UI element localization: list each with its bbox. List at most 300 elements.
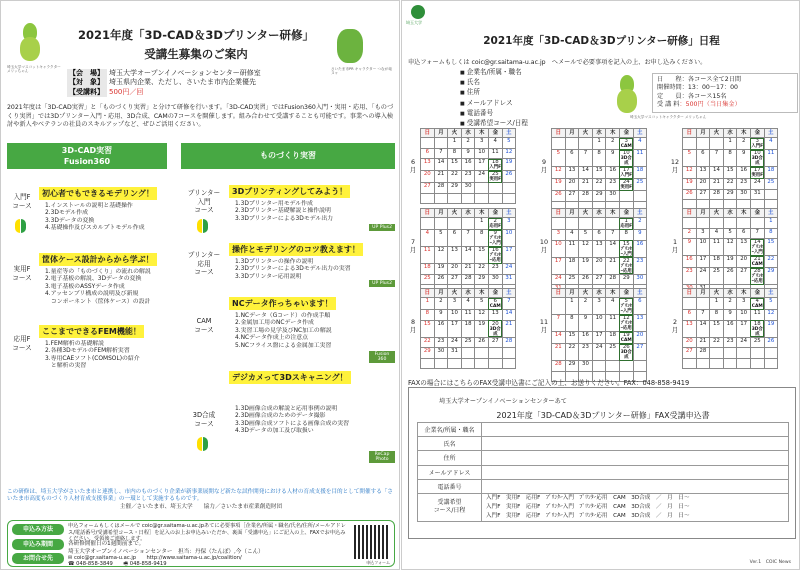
calendar-day bbox=[633, 230, 647, 241]
list-item: 2.各種3DモデルのFEM解析実習 bbox=[45, 348, 130, 355]
footer-contact-phone: ☎ 048-858-3849 🖷 048-858-9419 bbox=[68, 561, 167, 567]
calendar-day bbox=[723, 138, 737, 150]
calendar-day bbox=[448, 320, 462, 337]
calendar-day bbox=[488, 264, 502, 275]
day-number: 13 bbox=[595, 240, 603, 247]
footer-label-method: 申込み方法 bbox=[12, 524, 64, 535]
month-label: 8 月 bbox=[409, 318, 417, 334]
day-number: 6 bbox=[570, 150, 574, 156]
empty-day bbox=[421, 193, 435, 204]
day-number: 19 bbox=[622, 332, 630, 338]
calendar-day bbox=[421, 298, 435, 310]
empty-day bbox=[565, 138, 579, 150]
calendar-day bbox=[488, 138, 502, 149]
empty-day bbox=[723, 348, 737, 359]
calendar-day bbox=[710, 150, 724, 167]
calendar-day bbox=[696, 348, 710, 359]
day-number: 13 bbox=[636, 315, 644, 321]
calendar-day bbox=[737, 239, 751, 256]
day-number: 5 bbox=[728, 228, 732, 235]
calendar-day bbox=[683, 179, 697, 190]
day-number: 6 bbox=[741, 228, 746, 235]
day-number: 8 bbox=[728, 150, 732, 156]
calendar-day bbox=[565, 361, 579, 372]
calendar-day bbox=[488, 159, 502, 171]
calendar-day bbox=[448, 230, 462, 247]
fax-field-email[interactable] bbox=[482, 465, 789, 479]
day-number: 23 bbox=[636, 257, 644, 264]
fax-field-address[interactable] bbox=[482, 451, 789, 465]
day-number: 26 bbox=[582, 274, 589, 281]
day-number: 9 bbox=[638, 230, 642, 236]
weekday-header: 木 bbox=[475, 129, 489, 138]
day-number: 21 bbox=[505, 320, 513, 327]
day-number: 3 bbox=[479, 138, 484, 144]
day-number: 7 bbox=[701, 310, 705, 316]
day-number: 24 bbox=[595, 344, 603, 350]
list-item: 4.3Dデータの加工及び取扱い bbox=[235, 428, 314, 435]
day-number: 9 bbox=[741, 150, 746, 156]
day-number: 30 bbox=[609, 191, 617, 197]
calendar-day bbox=[737, 179, 751, 190]
empty-day bbox=[461, 218, 475, 230]
empty-day bbox=[592, 218, 606, 230]
day-number: 25 bbox=[767, 179, 775, 185]
calendar-day bbox=[461, 148, 475, 159]
weekday-header: 月 bbox=[565, 289, 579, 298]
course-practical-f bbox=[39, 247, 175, 317]
calendar-day bbox=[475, 218, 489, 230]
calendar-day bbox=[475, 274, 489, 285]
logo-text: 埼玉大学 bbox=[406, 20, 422, 25]
day-number: 10 bbox=[699, 239, 707, 246]
calendar-day bbox=[421, 348, 435, 359]
calendar-day bbox=[461, 230, 475, 247]
table-row bbox=[418, 493, 789, 521]
weekday-header: 木 bbox=[475, 209, 489, 218]
empty-day bbox=[737, 358, 751, 369]
day-number: 21 bbox=[554, 344, 562, 350]
day-number: 25 bbox=[636, 179, 644, 185]
day-number: 7 bbox=[583, 150, 588, 156]
day-number: 14 bbox=[437, 159, 445, 166]
day-number: 19 bbox=[505, 159, 513, 166]
month-label: 11 月 bbox=[539, 318, 549, 334]
weekday-header: 土 bbox=[764, 129, 778, 138]
day-number: 5 bbox=[507, 138, 511, 144]
fax-course-line: 入門F 実用F 応用F ﾌﾟﾘﾝﾀｰ入門 ﾌﾟﾘﾝﾀｰ応用 CAM 3D合成 ／ 月 日～ bbox=[486, 494, 690, 501]
weekday-header: 木 bbox=[737, 209, 751, 218]
day-number: 1 bbox=[452, 138, 457, 144]
summary-time: ：13：00～17：00 bbox=[681, 84, 738, 92]
day-number: 25 bbox=[464, 337, 472, 344]
course-event: CAM bbox=[620, 338, 632, 343]
day-number: 4 bbox=[493, 138, 497, 144]
course-event: ﾌﾟﾘﾝﾀｰ入門 bbox=[620, 304, 632, 314]
weekday-header: 水 bbox=[592, 129, 606, 138]
day-number: 10 bbox=[753, 150, 761, 156]
calendar-day bbox=[448, 183, 462, 194]
calendar-day bbox=[579, 361, 593, 372]
calendar-day bbox=[592, 257, 606, 274]
list-item: 2.3D画像合成のためのデータ撮影 bbox=[235, 413, 326, 420]
mono-section-title: ものづくり実習 bbox=[260, 151, 316, 160]
day-number: 23 bbox=[740, 179, 748, 185]
fax-field-label: 受講希望 コース/日程 bbox=[418, 493, 482, 521]
calendar-day bbox=[579, 179, 593, 191]
calendar-day bbox=[606, 138, 620, 150]
course-label-3d-synthesis: 3D合成 コース bbox=[192, 411, 216, 428]
calendar-day bbox=[696, 337, 710, 348]
calendar-day bbox=[696, 228, 710, 239]
footer-contact-email-url[interactable]: ✉ coic@gr.saitama-u.ac.jp http://www.saitama-u.ac.jp/coalition/ bbox=[68, 555, 242, 561]
list-item: ■ 電話番号 bbox=[460, 109, 528, 119]
calendar-day bbox=[502, 171, 516, 183]
calendar-day bbox=[737, 310, 751, 321]
day-number: 11 bbox=[636, 150, 644, 156]
day-number: 24 bbox=[478, 171, 486, 178]
calendar-day bbox=[750, 150, 764, 167]
calendar-day bbox=[606, 179, 620, 191]
calendar-day bbox=[696, 268, 710, 285]
calendar-day bbox=[764, 218, 778, 229]
day-number: 24 bbox=[505, 264, 513, 270]
day-number: 24 bbox=[753, 179, 761, 185]
list-item: 1.インストールの説明と基礎操作 bbox=[45, 203, 133, 209]
day-number: 25 bbox=[568, 274, 576, 281]
list-item: 1.NCデータ（Gコード）の作成手順 bbox=[235, 313, 331, 319]
qr-code-icon[interactable] bbox=[354, 525, 388, 559]
calendar-day bbox=[565, 179, 579, 191]
day-number: 12 bbox=[622, 315, 630, 321]
course-printer-intro-title: 3Dプリンティングしてみよう！ bbox=[229, 185, 350, 198]
empty-day bbox=[421, 218, 435, 230]
day-number: 2 bbox=[466, 138, 470, 144]
beginner-mark-icon bbox=[197, 437, 208, 451]
empty-day bbox=[633, 191, 647, 202]
day-number: 22 bbox=[451, 171, 458, 178]
empty-day bbox=[434, 193, 448, 204]
calendar-day bbox=[750, 310, 764, 321]
day-number: 9 bbox=[687, 239, 692, 246]
course-3d-synthesis-items bbox=[229, 406, 395, 436]
fax-field-name[interactable] bbox=[482, 437, 789, 451]
fax-field-company[interactable] bbox=[482, 423, 789, 437]
day-number: 29 bbox=[451, 183, 458, 190]
calendar-day bbox=[565, 298, 579, 315]
calendar-day bbox=[764, 179, 778, 190]
empty-day bbox=[764, 189, 778, 200]
day-number: 22 bbox=[568, 344, 576, 350]
list-item: ■ メールアドレス bbox=[460, 99, 528, 109]
weekday-header: 木 bbox=[475, 289, 489, 298]
day-number: 8 bbox=[597, 150, 601, 156]
day-number: 16 bbox=[740, 167, 748, 173]
empty-day bbox=[710, 218, 724, 229]
weekday-header: 金 bbox=[619, 129, 633, 138]
month-label: 9 月 bbox=[540, 158, 548, 174]
day-number: 8 bbox=[425, 310, 430, 316]
day-number: 23 bbox=[726, 337, 734, 344]
calendar-day bbox=[723, 150, 737, 167]
empty-day bbox=[488, 348, 502, 359]
day-number: 2 bbox=[493, 218, 497, 224]
calendar-day bbox=[565, 332, 579, 344]
day-number: 14 bbox=[699, 320, 707, 327]
footer-period-text: 各研修開催日の1週間前まで。 bbox=[68, 541, 145, 547]
calendar-day bbox=[552, 191, 566, 202]
weekday-header: 月 bbox=[434, 129, 448, 138]
weekday-header: 水 bbox=[461, 129, 475, 138]
calendar-day bbox=[488, 230, 502, 247]
day-number: 28 bbox=[464, 274, 472, 281]
weekday-header: 木 bbox=[606, 209, 620, 218]
day-number: 22 bbox=[622, 257, 630, 264]
calendar-day bbox=[461, 298, 475, 310]
course-event: 3D合成 bbox=[620, 156, 632, 166]
day-number: 14 bbox=[713, 167, 720, 173]
day-number: 12 bbox=[767, 310, 775, 316]
weekday-header: 木 bbox=[606, 289, 620, 298]
schedule-apply-instructions: 申込フォームもしくは coic@gr.saitama-u.ac.jp へメールで必要事項を記入の上、お申し込みください。 bbox=[408, 59, 707, 66]
day-number: 30 bbox=[464, 183, 472, 190]
calendar-day bbox=[737, 138, 751, 150]
calendar-day bbox=[696, 179, 710, 190]
day-number: 11 bbox=[568, 240, 576, 247]
fax-field-label: メールアドレス bbox=[418, 465, 482, 479]
day-number: 18 bbox=[636, 167, 644, 173]
day-number: 20 bbox=[423, 171, 431, 178]
day-number: 28 bbox=[554, 361, 562, 367]
day-number: 19 bbox=[726, 256, 734, 263]
day-number: 12 bbox=[478, 310, 486, 316]
day-number: 16 bbox=[726, 320, 734, 327]
day-number: 18 bbox=[464, 320, 472, 327]
day-number: 4 bbox=[769, 138, 773, 144]
calendar-day bbox=[488, 218, 502, 230]
day-number: 7 bbox=[714, 150, 719, 156]
calendar-day bbox=[421, 274, 435, 285]
day-number: 15 bbox=[568, 332, 576, 338]
day-number: 5 bbox=[583, 230, 588, 236]
course-cam-title: NCデータ作っちゃいます！ bbox=[229, 297, 336, 310]
day-number: 3 bbox=[597, 298, 601, 304]
day-number: 25 bbox=[753, 337, 761, 344]
footer-contact-text: 埼玉大学オープンイノベーションセンター 担当：丹保（たんぽ）,今（こん） bbox=[68, 549, 264, 555]
day-number: 13 bbox=[568, 167, 576, 173]
day-number: 22 bbox=[423, 337, 431, 344]
day-number: 21 bbox=[713, 179, 720, 185]
day-number: 2 bbox=[741, 138, 746, 144]
calendar-day bbox=[502, 320, 516, 337]
day-number: 11 bbox=[609, 315, 617, 321]
empty-day bbox=[461, 193, 475, 204]
day-number: 29 bbox=[568, 361, 576, 367]
day-number: 25 bbox=[423, 274, 431, 281]
empty-day bbox=[723, 218, 737, 229]
empty-day bbox=[750, 348, 764, 359]
day-number: 15 bbox=[595, 167, 603, 173]
calendar-day bbox=[579, 150, 593, 167]
fax-instructions: FAXの場合にはこちらのFAX受講申込書にご記入の上、お送りください。FAX：048-858-9419 bbox=[408, 379, 690, 387]
day-number: 28 bbox=[753, 268, 761, 275]
calendar-day bbox=[633, 332, 647, 344]
day-number: 23 bbox=[582, 344, 589, 350]
cad-section-header bbox=[7, 143, 167, 169]
weekday-header: 月 bbox=[434, 289, 448, 298]
month-label: 1 月 bbox=[671, 238, 679, 254]
weekday-header: 水 bbox=[461, 289, 475, 298]
day-number: 28 bbox=[582, 191, 589, 197]
calendar-day bbox=[475, 337, 489, 348]
day-number: 20 bbox=[636, 332, 644, 338]
empty-day bbox=[502, 358, 516, 369]
day-number: 18 bbox=[753, 320, 761, 327]
fax-field-label: 電話番号 bbox=[418, 479, 482, 493]
calendar-day bbox=[710, 320, 724, 337]
day-number: 3 bbox=[755, 138, 759, 144]
calendar-day bbox=[488, 320, 502, 337]
calendar-day bbox=[592, 344, 606, 361]
day-number: 6 bbox=[493, 298, 497, 304]
calendar-day bbox=[606, 274, 620, 285]
calendar-day bbox=[737, 189, 751, 200]
calendar-day bbox=[421, 148, 435, 159]
calendar-day bbox=[683, 256, 697, 268]
calendar-day bbox=[565, 344, 579, 361]
day-number: 25 bbox=[491, 171, 499, 178]
calendar-day bbox=[633, 150, 647, 167]
calendar-day bbox=[579, 344, 593, 361]
weekday-header: 金 bbox=[488, 209, 502, 218]
list-item: ■ 企業名/所属・職名 bbox=[460, 68, 528, 78]
calendar-day bbox=[710, 189, 724, 200]
calendar-day bbox=[619, 315, 633, 332]
day-number: 5 bbox=[687, 150, 692, 156]
day-number: 20 bbox=[568, 179, 576, 185]
course-3d-synthesis-title: デジカメって3Dスキャニング！ bbox=[229, 371, 351, 384]
day-number: 15 bbox=[451, 159, 458, 166]
day-number: 15 bbox=[478, 247, 486, 253]
calendar-day bbox=[579, 167, 593, 179]
intro-text: 2021年度は「3D-CAD実習」と「ものづくり実習」と分けて研修を行います。「3D-CAD実習」ではFusion360入門・実用・応用、「ものづくり実習」では3Dプリンター入門・応用、3D合成、CAMの7コースを開催します。組み合わせて受講することも可能です。事業への導入検討や新人やベテランの社員のスキルアップなど、ぜひご活用ください。 bbox=[7, 104, 394, 129]
calendar-day bbox=[696, 310, 710, 321]
calendar-day bbox=[592, 179, 606, 191]
weekday-header: 日 bbox=[421, 129, 435, 138]
day-number: 5 bbox=[479, 298, 484, 304]
calendar-day bbox=[434, 264, 448, 275]
calendar-day bbox=[448, 148, 462, 159]
calendar-day bbox=[764, 337, 778, 348]
day-number: 1 bbox=[570, 298, 574, 304]
day-number: 22 bbox=[595, 179, 603, 185]
day-number: 28 bbox=[505, 337, 513, 344]
calendar-day bbox=[475, 148, 489, 159]
calendar-day bbox=[434, 171, 448, 183]
calendar-day bbox=[710, 239, 724, 256]
calendar-day bbox=[502, 274, 516, 285]
day-number: 30 bbox=[437, 348, 445, 355]
day-number: 11 bbox=[423, 247, 431, 253]
weekday-header: 金 bbox=[619, 289, 633, 298]
course-event: 3D合成 bbox=[751, 326, 763, 337]
event-info bbox=[67, 69, 327, 97]
calendar-day bbox=[633, 218, 647, 230]
fax-recipient: 埼玉大学オープンイノベーションセンターあて bbox=[439, 398, 567, 405]
list-item: 1.量産等の「ものづくり」の流れの解説 bbox=[45, 269, 151, 275]
calendar-day bbox=[461, 171, 475, 183]
list-item: 4.基礎操作及びスカルプトモデル作成 bbox=[45, 225, 145, 232]
fax-field-phone[interactable] bbox=[482, 479, 789, 493]
day-number: 12 bbox=[554, 167, 562, 173]
weekday-header: 月 bbox=[565, 129, 579, 138]
weekday-header: 水 bbox=[461, 209, 475, 218]
day-number: 28 bbox=[609, 274, 617, 281]
fax-field-label: 氏名 bbox=[418, 437, 482, 451]
weekday-header: 水 bbox=[723, 289, 737, 298]
calendar-day bbox=[579, 315, 593, 332]
course-event: 入門F bbox=[620, 173, 633, 178]
day-number: 20 bbox=[699, 179, 707, 185]
calendar-day bbox=[750, 239, 764, 256]
calendar-day bbox=[750, 320, 764, 337]
day-number: 28 bbox=[437, 183, 445, 190]
empty-day bbox=[421, 358, 435, 369]
day-number: 17 bbox=[753, 167, 761, 173]
day-number: 10 bbox=[451, 310, 458, 316]
calendar-day bbox=[421, 310, 435, 321]
calendar-day bbox=[764, 228, 778, 239]
calendar-day bbox=[475, 159, 489, 171]
calendar-day bbox=[723, 256, 737, 268]
calendar-day bbox=[750, 337, 764, 348]
fax-course-choices[interactable] bbox=[482, 493, 789, 521]
weekday-header: 月 bbox=[565, 209, 579, 218]
calendar-day bbox=[421, 337, 435, 348]
day-number: 6 bbox=[597, 230, 601, 236]
fax-field-label: 住所 bbox=[418, 451, 482, 465]
calendar-day bbox=[764, 310, 778, 321]
list-item: ■ 住所 bbox=[460, 88, 528, 98]
footer-label-period: 申込み期間 bbox=[12, 539, 64, 550]
weekday-header: 水 bbox=[723, 209, 737, 218]
calendar-day bbox=[592, 191, 606, 202]
calendar-day bbox=[434, 298, 448, 310]
calendar-day bbox=[592, 298, 606, 315]
calendar-day bbox=[633, 179, 647, 191]
calendar-day bbox=[592, 150, 606, 167]
calendar-day bbox=[461, 264, 475, 275]
day-number: 9 bbox=[583, 315, 588, 321]
day-number: 29 bbox=[478, 274, 486, 281]
day-number: 14 bbox=[753, 239, 761, 246]
calendar-day bbox=[710, 167, 724, 179]
empty-day bbox=[723, 358, 737, 369]
day-number: 27 bbox=[740, 268, 748, 275]
calendar-day bbox=[710, 179, 724, 190]
table-row bbox=[418, 451, 789, 465]
course-printer-intro-items bbox=[229, 201, 395, 223]
table-row bbox=[418, 423, 789, 437]
calendar-day bbox=[552, 315, 566, 332]
day-number: 1 bbox=[624, 218, 628, 224]
day-number: 1 bbox=[425, 298, 430, 304]
day-number: 23 bbox=[437, 337, 445, 344]
calendar-day bbox=[606, 230, 620, 241]
calendar-day bbox=[475, 247, 489, 264]
calendar-day bbox=[619, 218, 633, 230]
calendar-day bbox=[461, 247, 475, 264]
